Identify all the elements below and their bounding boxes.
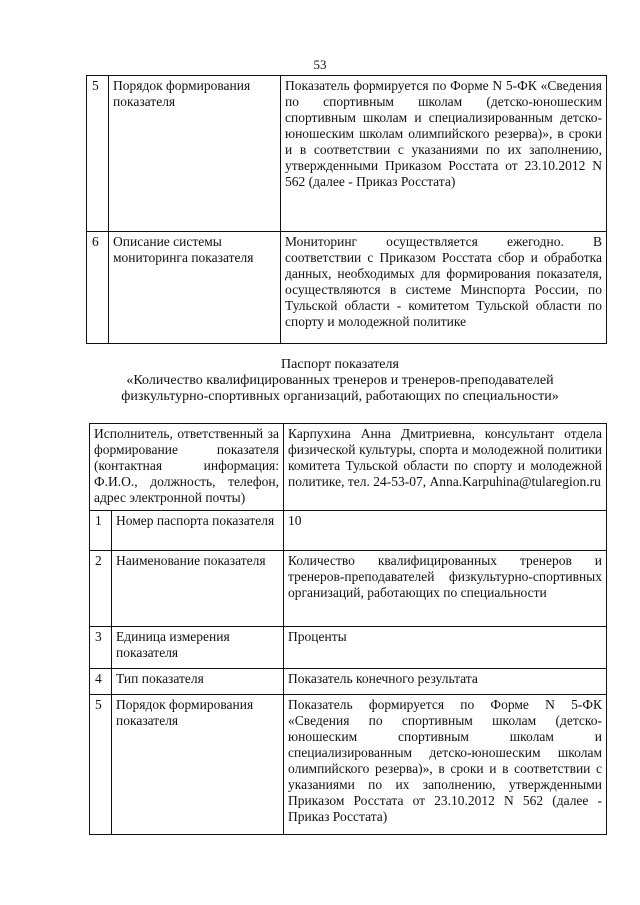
table-row: [90, 627, 607, 669]
passport-subtitle-line1: «Количество квалифицированных тренеров и тренеров-преподавателей: [126, 373, 554, 388]
table-row: [90, 669, 607, 695]
table-row: [90, 551, 607, 627]
table-row: [87, 232, 607, 344]
row-label: Наименование показателя: [112, 551, 284, 627]
row-value: Показатель конечного результата: [284, 669, 607, 695]
passport-title: Паспорт показателя: [281, 357, 399, 372]
table-row: [87, 76, 607, 232]
row-value: 10: [284, 511, 607, 551]
row-value: Проценты: [284, 627, 607, 669]
row-number: 4: [90, 669, 112, 695]
row-value: Количество квалифицированных тренеров и тренеров-преподавателей физкультурно-спортивных организаций, работающих по специальности: [284, 551, 607, 627]
executor-label: Исполнитель, ответственный за формирование показателя (контактная информация: Ф.И.О., должность, телефон, адрес электронной почты): [90, 424, 284, 511]
row-number: 2: [90, 551, 112, 627]
table-row: [90, 424, 607, 511]
table-row: [90, 695, 607, 835]
row-label: Порядок формирования показателя: [109, 76, 281, 232]
row-value: Мониторинг осуществляется ежегодно. В соответствии с Приказом Росстата сбор и обработка данных, необходимых для формирования показателя, осуществляются в системе Минспорта России, по Тульской области - комитетом Тульской области по спорту и молодежной политике: [281, 232, 607, 344]
row-label: Тип показателя: [112, 669, 284, 695]
executor-value: Карпухина Анна Дмитриевна, консультант отдела физической культуры, спорта и молодежной политики комитета Тульской области по спорту и молодежной политике, тел. 24-53-07, Anna.Karpuhina@tularegion.ru: [284, 424, 607, 511]
row-label: Описание системы мониторинга показателя: [109, 232, 281, 344]
indicator-table-continued: [86, 75, 607, 344]
row-number: 1: [90, 511, 112, 551]
row-label: Номер паспорта показателя: [112, 511, 284, 551]
table-row: [90, 511, 607, 551]
row-value: Показатель формируется по Форме N 5-ФК «Сведения по спортивным школам (детско-юношеским спортивным школам и специализированным детско-юношеским школам олимпийского резерва)», в сроки и в соответствии с указаниями по их заполнению, утвержденными Приказом Росстата от 23.10.2012 N 562 (далее - Приказ Росстата): [281, 76, 607, 232]
row-label: Порядок формирования показателя: [112, 695, 284, 835]
page-number: 53: [313, 57, 327, 72]
row-number: 3: [90, 627, 112, 669]
row-number: 6: [87, 232, 109, 344]
row-number: 5: [90, 695, 112, 835]
row-value: Показатель формируется по Форме N 5-ФК «Сведения по спортивным школам (детско-юношеским спортивным школам и специализированным детско-юношеским школам олимпийского резерва)», в сроки и в соответствии с указаниями по их заполнению, утвержденными Приказом Росстата от 23.10.2012 N 562 (далее - Приказ Росстата): [284, 695, 607, 835]
passport-subtitle-line2: физкультурно-спортивных организаций, работающих по специальности»: [121, 389, 559, 404]
row-number: 5: [87, 76, 109, 232]
passport-table: [89, 423, 607, 835]
row-label: Единица измерения показателя: [112, 627, 284, 669]
